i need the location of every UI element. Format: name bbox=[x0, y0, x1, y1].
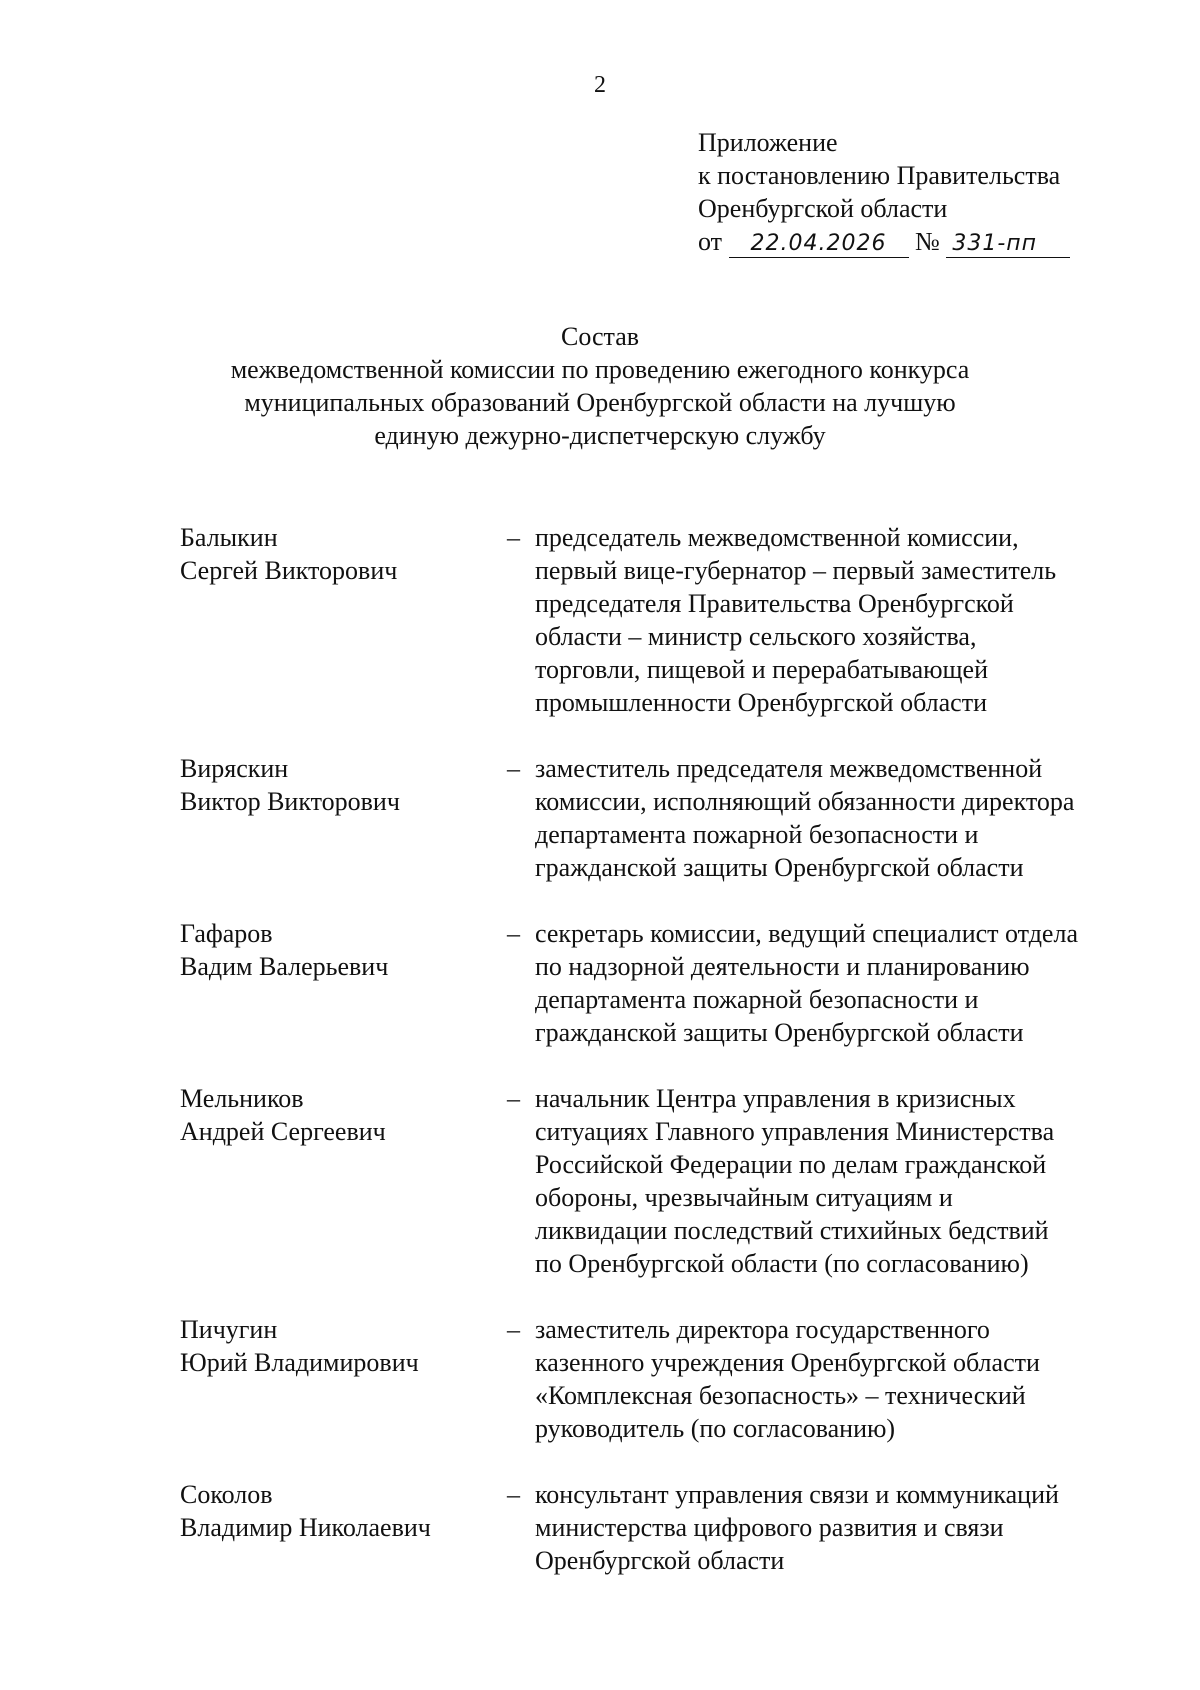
member-name bbox=[180, 1082, 490, 1148]
member-name bbox=[180, 917, 490, 983]
appendix-title: Приложение bbox=[698, 128, 838, 157]
member-entry bbox=[180, 752, 1140, 884]
member-given-name: Андрей Сергеевич bbox=[180, 1117, 386, 1146]
appendix-block bbox=[698, 126, 1070, 258]
member-entry bbox=[180, 1313, 1140, 1445]
member-dash: – bbox=[507, 754, 520, 783]
member-given-name: Вадим Валерьевич bbox=[180, 952, 389, 981]
member-name bbox=[180, 752, 490, 818]
appendix-prefix-ot: от bbox=[698, 227, 723, 256]
title-line-4: единую дежурно-диспетчерскую службу bbox=[374, 421, 826, 450]
member-role: председатель межведомственной комиссии, первый вице-губернатор – первый заместитель председателя Правительства Оренбургской области – министр сельского хозяйства, торговли, пищевой и перерабатывающей промышленности Оренбургской области bbox=[535, 523, 1057, 717]
member-name bbox=[180, 1313, 490, 1379]
member-surname: Пичугин bbox=[180, 1315, 278, 1344]
member-entry bbox=[180, 521, 1140, 719]
member-dash: – bbox=[507, 1480, 520, 1509]
member-surname: Виряскин bbox=[180, 754, 289, 783]
member-role: заместитель директора государственного казенного учреждения Оренбургской области «Комплексная безопасность» – технический руководитель (по согласованию) bbox=[535, 1315, 1040, 1443]
title-line-2: межведомственной комиссии по проведению ежегодного конкурса bbox=[230, 355, 970, 384]
member-surname: Мельников bbox=[180, 1084, 304, 1113]
number-sign: № bbox=[915, 227, 940, 256]
member-surname: Соколов bbox=[180, 1480, 273, 1509]
member-role: секретарь комиссии, ведущий специалист отдела по надзорной деятельности и планированию департамента пожарной безопасности и гражданской защиты Оренбургской области bbox=[535, 919, 1078, 1047]
appendix-line-region: Оренбургской области bbox=[698, 194, 948, 223]
document-title bbox=[0, 320, 1200, 452]
member-given-name: Сергей Викторович bbox=[180, 556, 398, 585]
member-name bbox=[180, 521, 490, 587]
member-given-name: Юрий Владимирович bbox=[180, 1348, 419, 1377]
page-number: 2 bbox=[594, 72, 606, 98]
member-entry bbox=[180, 1082, 1140, 1280]
member-name bbox=[180, 1478, 490, 1544]
appendix-line-resolution: к постановлению Правительства bbox=[698, 161, 1061, 190]
member-role: начальник Центра управления в кризисных ситуациях Главного управления Министерства Российской Федерации по делам гражданской обороны, чрезвычайным ситуациям и ликвидации последствий стихийных бедствий по Оренбургской области (по согласованию) bbox=[535, 1084, 1055, 1278]
members-list bbox=[180, 521, 1140, 1610]
title-line-3: муниципальных образований Оренбургской области на лучшую bbox=[244, 388, 956, 417]
member-dash: – bbox=[507, 1084, 520, 1113]
appendix-date-number-line bbox=[698, 225, 1070, 258]
member-role: заместитель председателя межведомственной комиссии, исполняющий обязанности директора департамента пожарной безопасности и гражданской защиты Оренбургской области bbox=[535, 754, 1075, 882]
title-heading: Состав bbox=[560, 322, 640, 351]
member-surname: Балыкин bbox=[180, 523, 278, 552]
member-entry bbox=[180, 1478, 1140, 1577]
member-entry bbox=[180, 917, 1140, 1049]
member-role: консультант управления связи и коммуникаций министерства цифрового развития и связи Оренбургской области bbox=[535, 1480, 1059, 1575]
member-dash: – bbox=[507, 919, 520, 948]
handwritten-date: 22.04.2026 bbox=[729, 231, 909, 258]
member-dash: – bbox=[507, 1315, 520, 1344]
member-surname: Гафаров bbox=[180, 919, 273, 948]
member-dash: – bbox=[507, 523, 520, 552]
member-given-name: Виктор Викторович bbox=[180, 787, 400, 816]
member-given-name: Владимир Николаевич bbox=[180, 1513, 431, 1542]
handwritten-number: 331-пп bbox=[946, 231, 1070, 258]
